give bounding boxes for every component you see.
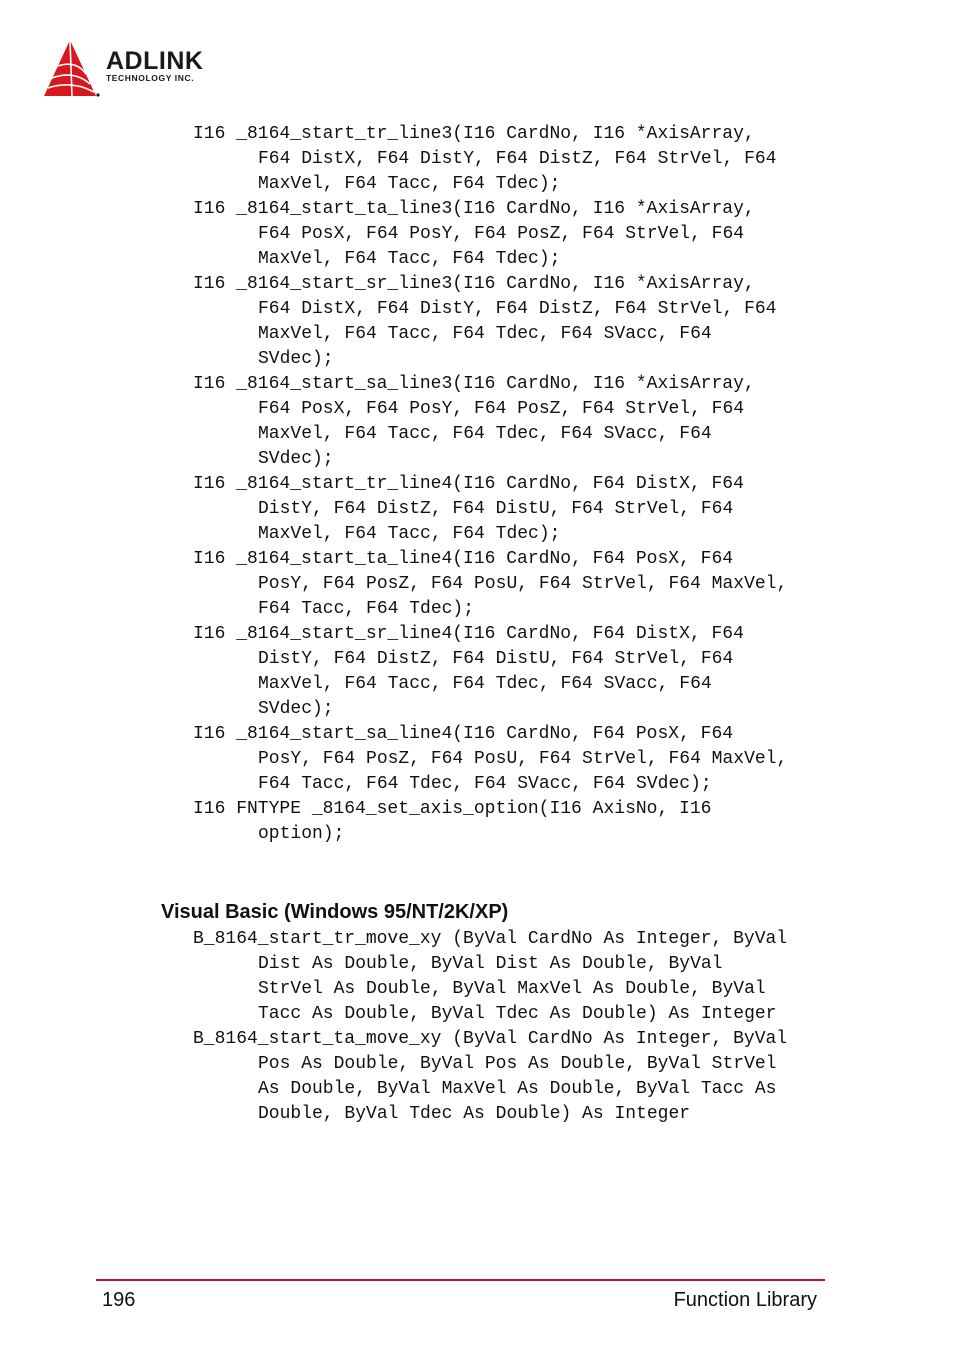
adlink-triangle-icon [42,38,102,100]
code-declaration: B_8164_start_tr_move_xy (ByVal CardNo As Integer, ByVal Dist As Double, ByVal Dist As Double, ByVal StrVel As Double, ByVal MaxVel As Double, ByVal Tacc As Double, ByVal Tdec As Double) As Integer [193,929,798,1024]
section-heading: Visual Basic (Windows 95/NT/2K/XP) [161,901,509,923]
code-declaration: I16 _8164_start_tr_line3(I16 CardNo, I16 *AxisArray, F64 DistX, F64 DistY, F64 DistZ, F64 StrVel, F64 MaxVel, F64 Tacc, F64 Tdec); [193,124,788,194]
code-declaration: B_8164_start_ta_move_xy (ByVal CardNo As Integer, ByVal Pos As Double, ByVal Pos As Double, ByVal StrVel As Double, ByVal MaxVel As Double, ByVal Tacc As Double, ByVal Tdec As Double) As Integer [193,1029,798,1124]
code-declaration: I16 _8164_start_ta_line4(I16 CardNo, F64 PosX, F64 PosY, F64 PosZ, F64 PosU, F64 StrVel, F64 MaxVel, F64 Tacc, F64 Tdec); [193,549,799,619]
code-declaration: I16 _8164_start_sa_line3(I16 CardNo, I16 *AxisArray, F64 PosX, F64 PosY, F64 PosZ, F64 StrVel, F64 MaxVel, F64 Tacc, F64 Tdec, F64 SVacc, F64 SVdec); [193,374,766,469]
footer-divider [96,1279,825,1281]
vb-declarations [193,927,798,1127]
code-declaration: I16 _8164_start_sr_line3(I16 CardNo, I16 *AxisArray, F64 DistX, F64 DistY, F64 DistZ, F64 StrVel, F64 MaxVel, F64 Tacc, F64 Tdec, F64 SVacc, F64 SVdec); [193,274,788,369]
c-declarations [193,122,799,847]
code-declaration: I16 FNTYPE _8164_set_axis_option(I16 AxisNo, I16 option); [193,799,723,844]
code-declaration: I16 _8164_start_tr_line4(I16 CardNo, F64 DistX, F64 DistY, F64 DistZ, F64 DistU, F64 StrVel, F64 MaxVel, F64 Tacc, F64 Tdec); [193,474,755,544]
page-number: 196 [102,1289,136,1311]
code-declaration: I16 _8164_start_ta_line3(I16 CardNo, I16 *AxisArray, F64 PosX, F64 PosY, F64 PosZ, F64 StrVel, F64 MaxVel, F64 Tacc, F64 Tdec); [193,199,766,269]
logo-wordmark: ADLINK [106,47,204,75]
logo-tagline: TECHNOLOGY INC. [106,73,195,83]
code-declaration: I16 _8164_start_sa_line4(I16 CardNo, F64 PosX, F64 PosY, F64 PosZ, F64 PosU, F64 StrVel, F64 MaxVel, F64 Tacc, F64 Tdec, F64 SVacc, F64 SVdec); [193,724,799,794]
footer-section-title: Function Library [673,1289,817,1311]
adlink-logo [42,38,242,102]
code-declaration: I16 _8164_start_sr_line4(I16 CardNo, F64 DistX, F64 DistY, F64 DistZ, F64 DistU, F64 StrVel, F64 MaxVel, F64 Tacc, F64 Tdec, F64 SVacc, F64 SVdec); [193,624,755,719]
